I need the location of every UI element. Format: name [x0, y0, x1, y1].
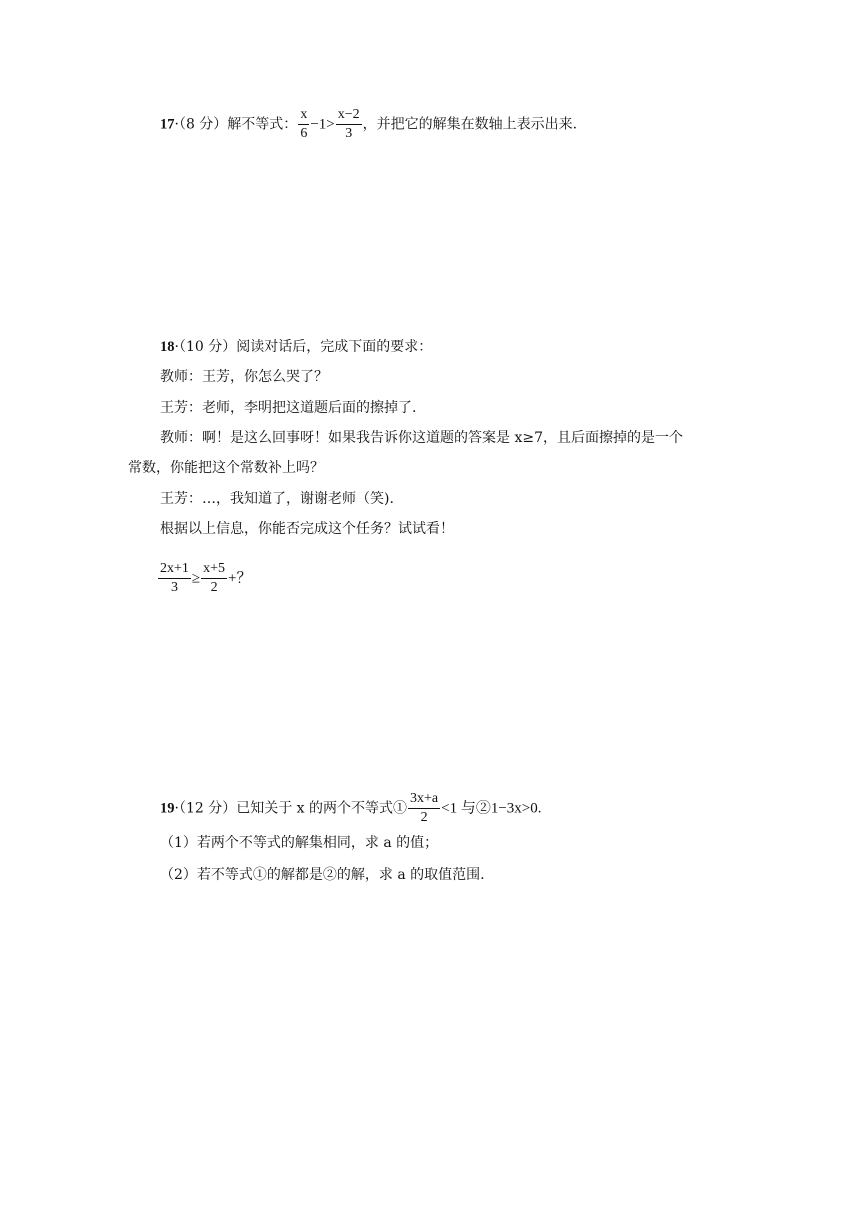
question-17-operator: −1> [310, 116, 335, 133]
question-17-fraction-2: $\frac{x-2}{3}$ [337, 107, 360, 141]
dialogue-line-4: 常数，你能把这个常数补上吗？ [128, 460, 324, 476]
answer-space-17 [0, 160, 860, 330]
question-19-part-1: （1）若两个不等式的解集相同，求 a 的值； [160, 835, 439, 851]
question-18-number: 18 [160, 339, 175, 355]
question-17-instruction: ，并把它的解集在数轴上表示出来. [362, 116, 578, 133]
answer-space-19 [0, 900, 860, 1200]
question-19-score: ·（12 分）已知关于 x 的两个不等式① [174, 800, 408, 817]
answer-space-18 [0, 610, 860, 780]
dialogue-line-3: 教师：啊！是这么回事呀！如果我告诉你这道题的答案是 x≥7，且后面擦掉的是一个 [160, 430, 683, 446]
dialogue-line-1: 教师：王芳，你怎么哭了？ [160, 369, 328, 385]
question-19-conditions: <1 与②1−3x>0. [441, 800, 542, 817]
question-18-score: ·（10 分）阅读对话后，完成下面的要求： [174, 339, 433, 355]
question-18-fraction-2: $\frac{x+5}{2}$ [203, 561, 226, 595]
question-17-fraction-1: $\frac{x}{6}$ [300, 107, 308, 141]
question-18-header [160, 337, 432, 357]
question-17-number: 17 [160, 116, 175, 133]
question-17-score: ·（8 分）解不等式： [174, 116, 298, 133]
question-19-part-2: （2）若不等式①的解都是②的解，求 a 的取值范围. [160, 867, 485, 883]
dialogue-line-5: 王芳：…，我知道了，谢谢老师（笑). [160, 491, 394, 507]
question-18-inequality [157, 560, 252, 597]
question-19-number: 19 [160, 800, 175, 817]
question-17 [160, 106, 577, 143]
question-19-fraction: $\frac{3x+a}{2}$ [410, 791, 439, 825]
task-prompt: 根据以上信息，你能否完成这个任务？试试看！ [160, 521, 454, 537]
question-18-fraction-1: $\frac{2x+1}{3}$ [160, 561, 189, 595]
question-19 [160, 790, 542, 827]
dialogue-line-2: 王芳：老师，李明把这道题后面的擦掉了. [160, 400, 417, 416]
question-18-unknown: +？ [228, 570, 252, 587]
question-18-operator: ≥ [191, 570, 201, 587]
